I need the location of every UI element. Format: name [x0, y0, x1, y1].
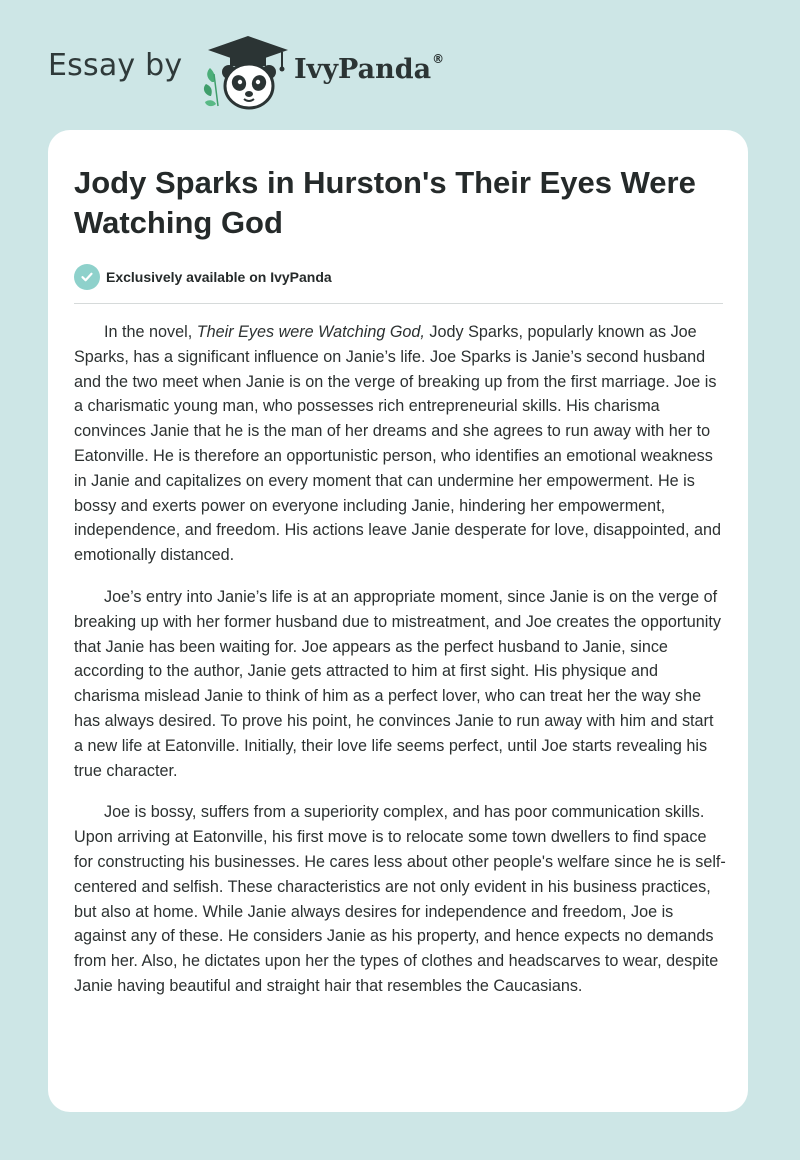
- registered-mark: ®: [432, 52, 445, 66]
- essay-title: Jody Sparks in Hurston's Their Eyes Were Watching God: [74, 165, 696, 240]
- essay-card: [48, 130, 748, 1112]
- paragraph-2: Joe’s entry into Janie’s life is at an appropriate moment, since Janie is on the verge of breaking up with her former husband due to mistreatment, and Joe creates the opportunity that Janie has been waiting for. Joe appears as the perfect husband to Janie, since according to the author, Janie gets attracted to him at first sight. His physique and charisma mislead Janie to think of him as a perfect lover, who can treat her the way she has always desired. To prove his point, he convinces Janie to run away with him and start a new life at Eatonville. Initially, their love life seems perfect, until Joe starts revealing his true character.: [74, 587, 721, 780]
- paragraph-1: [74, 320, 726, 568]
- novel-title-italic: Their Eyes were Watching God,: [196, 323, 425, 341]
- exclusive-badge: [74, 264, 332, 290]
- essay-by-label: Essay by: [48, 48, 183, 83]
- divider: [74, 303, 723, 304]
- brand-name[interactable]: [294, 54, 444, 85]
- paragraph-1-lead: In the novel,: [104, 323, 197, 341]
- site-header: [48, 30, 508, 110]
- paragraph-1-rest: Jody Sparks, popularly known as Joe Sparks, has a significant influence on Janie’s life. Joe Sparks is Janie’s second husband and the two meet when Janie is on the verge of breaking up from the first marriage. Joe is a charismatic young man, who possesses rich entrepreneurial skills. His charisma convinces Janie that he is the man of her dreams and she agrees to run away with her to Eatonville. He is therefore an opportunistic person, who identifies an emotional weakness in Janie and capitalizes on every moment that can undermine her empowerment. He is bossy and exerts power on everyone including Janie, hindering her empowerment, independence, and freedom. His actions leave Janie desperate for love, disappointed, and emotionally distanced.: [74, 323, 722, 565]
- panda-logo-icon[interactable]: [202, 34, 294, 110]
- paragraph-3: Joe is bossy, suffers from a superiority complex, and has poor communication skills. Upon arriving at Eatonville, his first move is to relocate some town dwellers to find space for constructing his businesses. He cares less about other people's welfare since he is self-centered and selfish. These characteristics are not only evident in his business practices, but also at home. While Janie always desires for independence and freedom, Joe is against any of these. He considers Janie as his property, and hence expects no demands from her. Also, he dictates upon her the types of clothes and headscarves to wear, despite Janie having beautiful and straight hair that resembles the Caucasians.: [74, 803, 726, 995]
- check-circle-icon: [74, 264, 100, 290]
- exclusive-label: Exclusively available on IvyPanda: [106, 269, 332, 285]
- brand-text: IvyPanda: [294, 54, 432, 85]
- essay-body: [74, 320, 726, 1016]
